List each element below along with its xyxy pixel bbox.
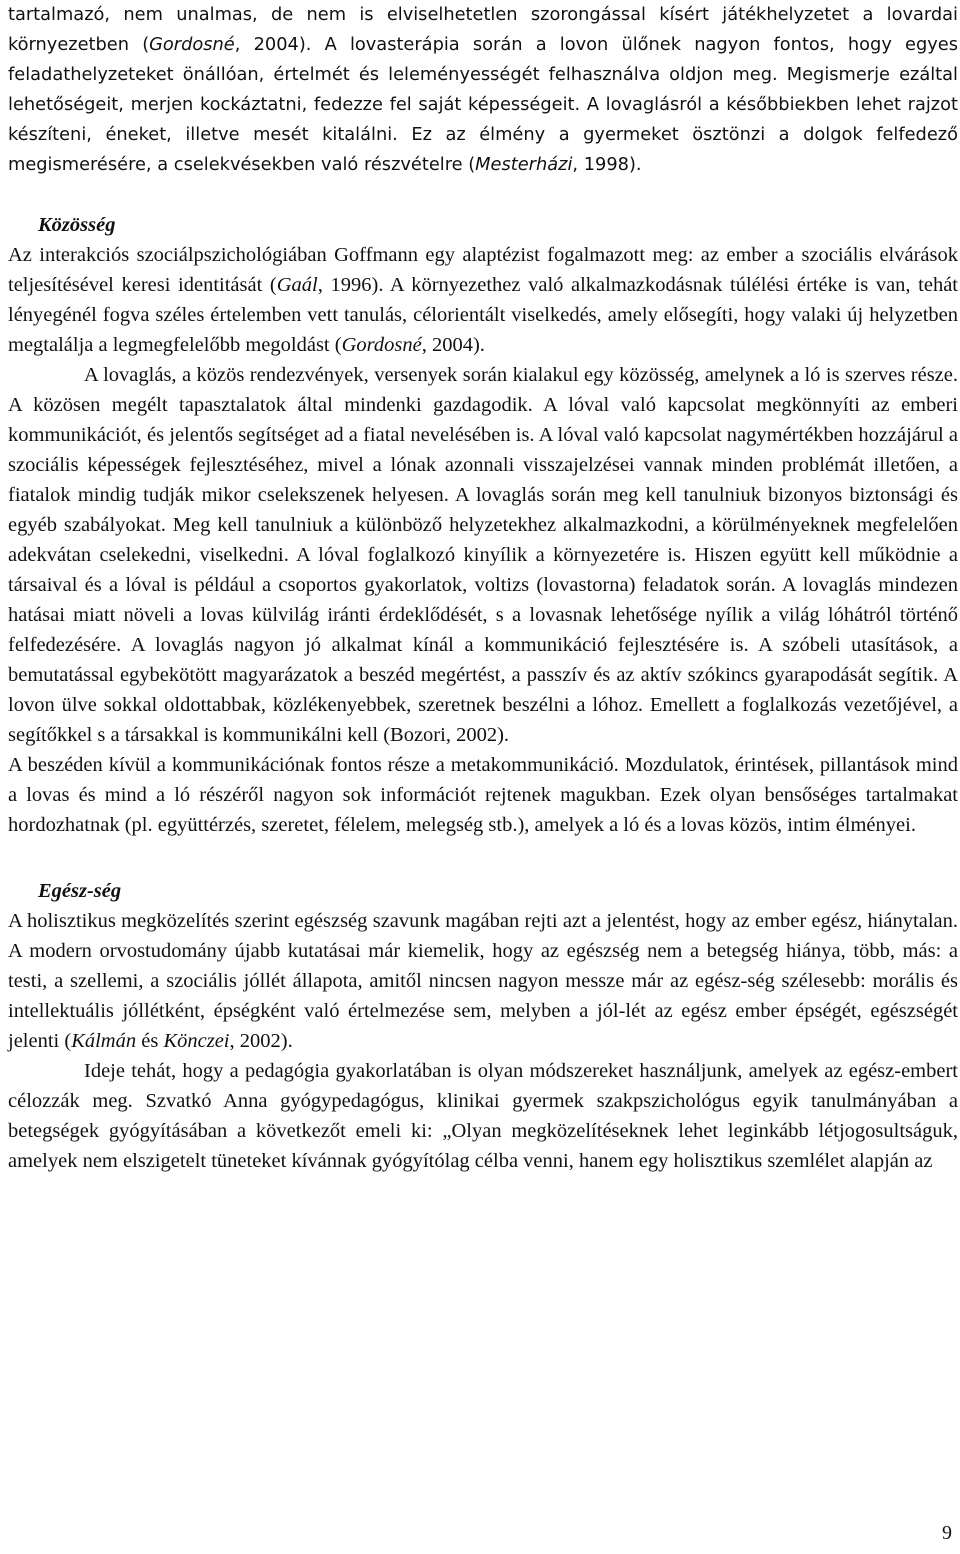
document-page [8, 0, 958, 1176]
paragraph-metakommunikacio [8, 750, 958, 840]
spacer [8, 840, 958, 876]
text-run: , 2004). [421, 334, 485, 356]
section-heading-kozosseg: Közösség [38, 214, 116, 236]
paragraph-kozosseg [8, 360, 958, 750]
paragraph-lovasterapia [8, 0, 958, 180]
text-run: A beszéden kívül a kommunikációnak fontos része a metakommunikáció. Mozdulatok, érintések, pillantások mind a lovas és mind a ló részéről nagyon sok információt rejtenek magukban. Ezek olyan bensőséges tartalmakat hordozhatnak (pl. együttérzés, szeretet, félelem, melegség stb.), amelyek a ló és a lovas közös, intim élményei. [8, 754, 958, 836]
page-number: 9 [942, 1522, 952, 1544]
paragraph-szvatko [8, 1056, 958, 1176]
text-run: Ideje tehát, hogy a pedagógia gyakorlatában is olyan módszereket használjunk, amelyek az egész-embert célozzák meg. Szvatkó Anna gyógypedagógus, klinikai gyermek szakpszichológus egyik tanulmányában a betegségek gyógyításában a következőt emeli ki: „Olyan megközelítéseknek lehet leginkább létjogosultságuk, amelyek nem elszigetelt tüneteket kívánnak gyógyítólag célba venni, hanem egy holisztikus szemlélet alapján az [8, 1060, 958, 1172]
text-run: A holisztikus megközelítés szerint egészség szavunk magában rejti azt a jelentést, hogy az ember egész, hiánytalan. A modern orvostudomány újabb kutatásai már kiemelik, hogy az egészség nem a betegség hiánya, több, más: a testi, a szellemi, a szociális jóllét állapota, amitől nincsen nagyon messze már az egész-ség szélesebb: morális és intellektuális jóllétként, épségként való értelmezése sem, melyben a jól-lét az egész ember épségét, egészségét jelenti ( [8, 910, 958, 1052]
citation-name: Gordosné [149, 34, 235, 55]
citation-name: Gaál [276, 274, 318, 296]
text-run: , 2004). A lovasterápia során a lovon ülőnek nagyon fontos, hogy egyes feladathelyzeteket önállóan, értelmét és leleményességét felhasználva oldjon meg. Megismerje ezáltal lehetőségeit, merjen kockáztatni, fedezze fel saját képességeit. A lovaglásról a későbbiekben lehet rajzot készíteni, éneket, illetve mesét kitalálni. Ez az élmény a gyermeket ösztönzi a dolgok felfedező megismerésére, a cselekvésekben való részvételre ( [8, 34, 958, 175]
citation-name: Kálmán [71, 1030, 137, 1052]
text-run: Az interakciós szociálpszichológiában Goffmann egy alaptézist fogalmazott meg: az ember a szociális elvárások teljesítésével keresi identitását ( [8, 244, 958, 296]
paragraph-goffmann [8, 240, 958, 360]
citation-name: Könczei [163, 1030, 230, 1052]
text-run: , 2002). [229, 1030, 293, 1052]
section-heading-egesz-seg: Egész-ség [38, 880, 122, 902]
text-run: és [136, 1030, 164, 1052]
citation-name: Mesterházi [475, 154, 573, 175]
citation-name: Gordosné [341, 334, 422, 356]
text-run: , 1996). A környezethez való alkalmazkodásnak túlélési értéke is van, tehát lényegénél fogva széles értelemben vett tanulás, célorientált viselkedés, amely elősegíti, hogy valaki új helyzetben megtalálja a legmegfelelőbb megoldást ( [8, 274, 958, 356]
text-run: , 1998). [572, 154, 642, 175]
text-run: A lovaglás, a közös rendezvények, versenyek során kialakul egy közösség, amelynek a ló is szerves része. A közösen megélt tapasztalatok által mindenki gazdagodik. A lóval való kapcsolat megkönnyíti az emberi kommunikációt, és jelentős segítséget ad a fiatal nevelésében is. A lóval való kapcsolat nagymértékben hozzájárul a szociális képességek fejlesztéséhez, mivel a lónak azonnali visszajelzései vannak minden problémát illetően, a fiatalok mindig tudják mikor cselekszenek helyesen. A lovaglás során meg kell tanulniuk bizonyos biztonsági és egyéb szabályokat. Meg kell tanulniuk a különböző helyzetekhez alkalmazkodni, a körülményeknek megfelelően adekvátan cselekedni, viselkedni. A lóval foglalkozó kinyílik a környezetére is. Hiszen együtt kell működnie a társaival és a lóval is például a csoportos gyakorlatok, voltizs (lovastorna) feladatok során. A lovaglás mindezen hatásai miatt növeli a lovas külvilág iránti érdeklődését, s a lovasnak lehetősége nyílik a világ lóhátról történő felfedezésére. A lovaglás nagyon jó alkalmat kínál a kommunikáció fejlesztésére is. A szóbeli utasítások, a bemutatással egybekötött magyarázatok a beszéd megértést, a passzív és az aktív szókincs gyarapodását segítik. A lovon ülve sokkal oldottabbak, közlékenyebbek, szeretnek beszélni a lóhoz. Emellett a foglalkozás vezetőjével, a segítőkkel s a társakkal is kommunikálni kell (Bozori, 2002). [8, 364, 958, 746]
paragraph-holisztikus [8, 906, 958, 1056]
spacer [8, 180, 958, 210]
text-run: tartalmazó, nem unalmas, de nem is elviselhetetlen szorongással kísért játékhelyzetet a lovardai környezetben ( [8, 4, 958, 55]
